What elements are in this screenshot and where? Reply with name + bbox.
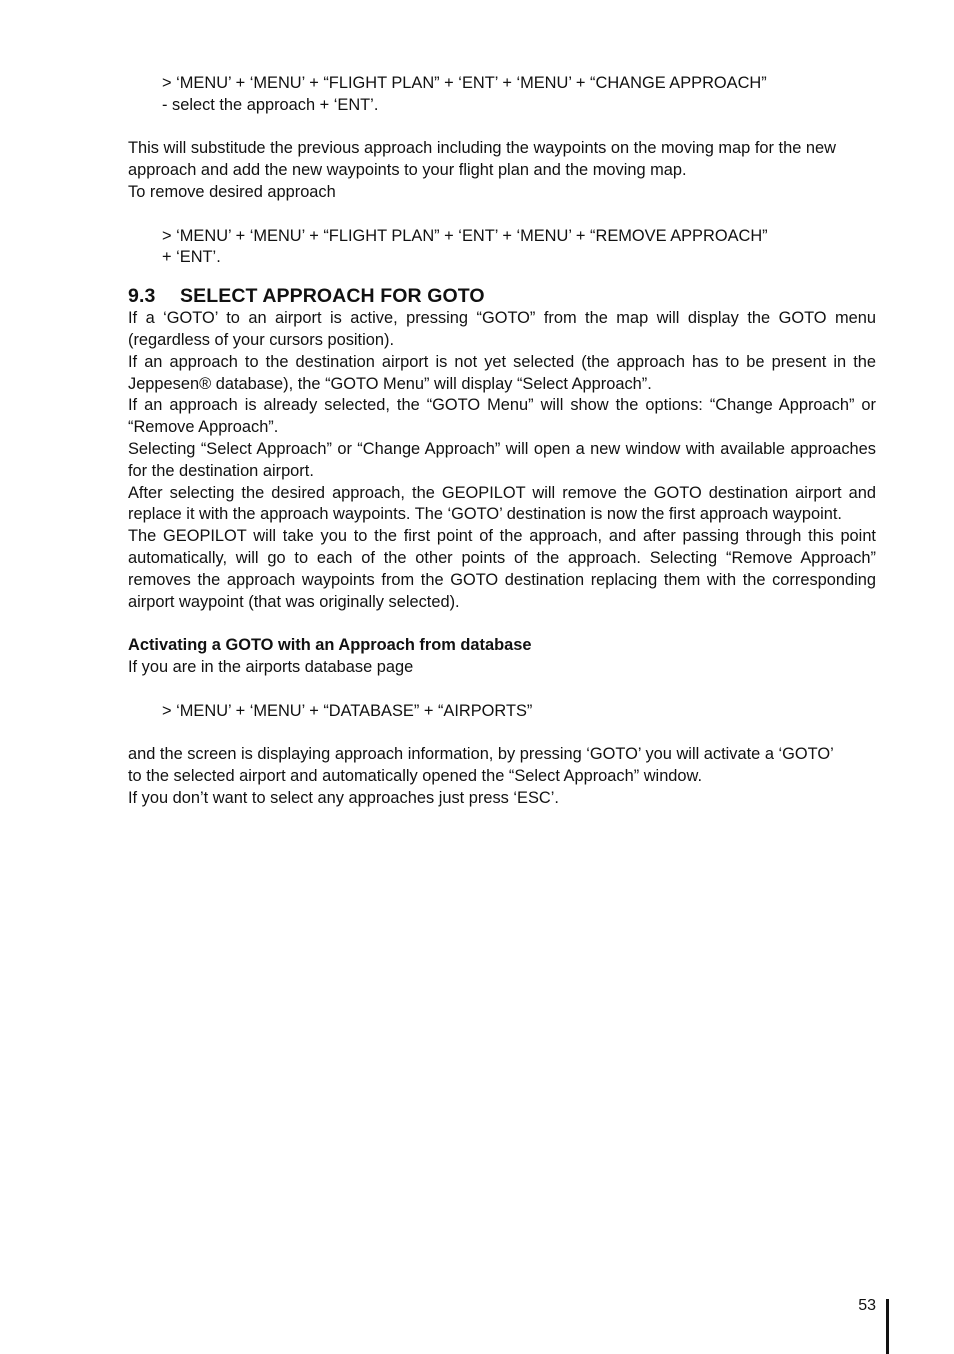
page-number: 53 xyxy=(858,1297,876,1314)
paragraph-text: This will substitude the previous approach including the waypoints on the moving map for the new xyxy=(128,139,836,158)
section-number: 9.3 xyxy=(128,285,156,308)
section-title: SELECT APPROACH FOR GOTO xyxy=(180,285,485,308)
paragraph-text: and the screen is displaying approach information, by pressing ‘GOTO’ you will activate a ‘GOTO’ xyxy=(128,745,834,764)
paragraph-after-selecting: After selecting the desired approach, the GEOPILOT will remove the GOTO destination airport and replace it with the approach waypoints. The ‘GOTO’ destination is now the first approach waypoint. xyxy=(128,483,876,524)
subsection-heading: Activating a GOTO with an Approach from database xyxy=(128,636,532,655)
paragraph-approach-not-selected: If an approach to the destination airport is not yet selected (the approach has to be present in the Jeppesen® database), the “GOTO Menu” will display “Select Approach”. xyxy=(128,352,876,393)
paragraph-geopilot: The GEOPILOT will take you to the first point of the approach, and after passing through this point automatically, will go to each of the other points of the approach. Selecting “Remove Approach” removes the approach waypoints from the GOTO destination replacing them with the corresponding airport waypoint (that was originally selected). xyxy=(128,527,876,611)
paragraph-text: If you don’t want to select any approaches just press ‘ESC’. xyxy=(128,788,559,807)
paragraph-text: to the selected airport and automatically opened the “Select Approach” window. xyxy=(128,766,703,785)
page-edge-rule xyxy=(886,1299,889,1354)
paragraph-text: If you are in the airports database page xyxy=(128,657,414,676)
command-remove-approach-cont: + ‘ENT’. xyxy=(162,248,221,267)
command-change-approach: > ‘MENU’ + ‘MENU’ + “FLIGHT PLAN” + ‘ENT’ + ‘MENU’ + “CHANGE APPROACH” xyxy=(162,74,767,92)
paragraph-select-change: Selecting “Select Approach” or “Change Approach” will open a new window with available approaches for the destination airport. xyxy=(128,439,876,480)
command-change-approach-cont: - select the approach + ‘ENT’. xyxy=(162,95,379,114)
section-heading xyxy=(128,284,876,308)
command-remove-approach: > ‘MENU’ + ‘MENU’ + “FLIGHT PLAN” + ‘ENT’ + ‘MENU’ + “REMOVE APPROACH” xyxy=(162,226,768,245)
paragraph-approach-selected: If an approach is already selected, the “GOTO Menu” will show the options: “Change Approach” or “Remove Approach”. xyxy=(128,396,876,437)
paragraph-text: To remove desired approach xyxy=(128,182,336,201)
paragraph-goto-active: If a ‘GOTO’ to an airport is active, pressing “GOTO” from the map will display the GOTO menu (regardless of your cursors position). xyxy=(128,309,876,349)
paragraph-text: approach and add the new waypoints to your flight plan and the moving map. xyxy=(128,161,687,180)
command-database-airports: > ‘MENU’ + ‘MENU’ + “DATABASE” + “AIRPORTS” xyxy=(162,701,533,720)
page-content xyxy=(128,73,876,810)
